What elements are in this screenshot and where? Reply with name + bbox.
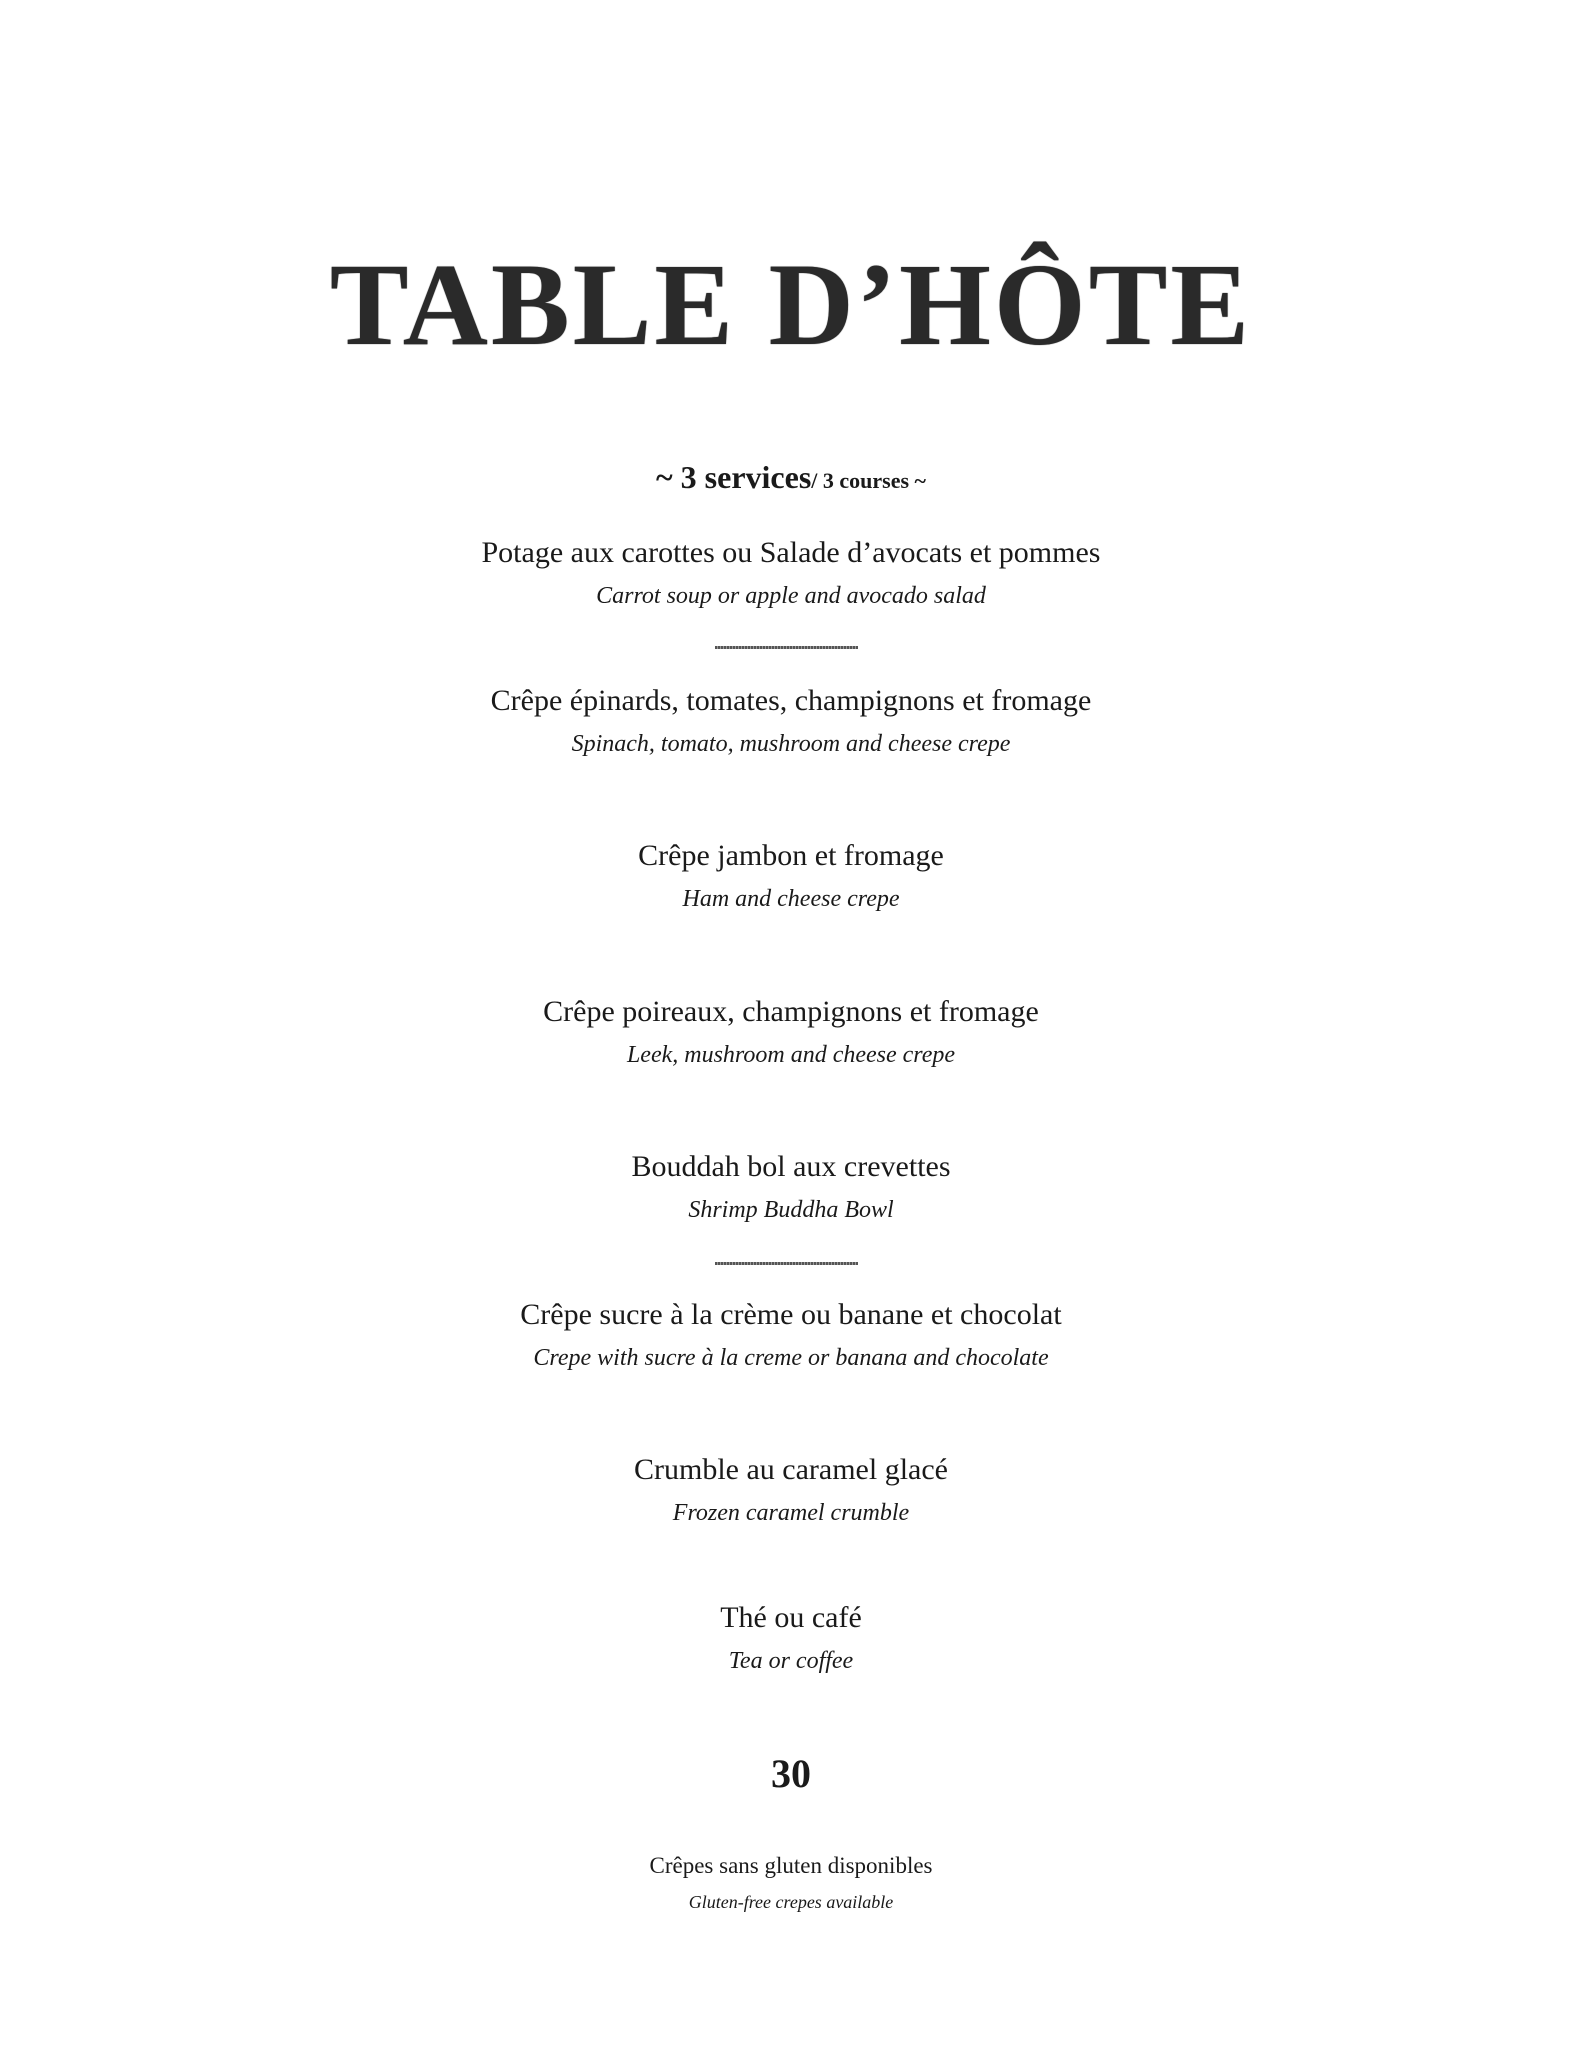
menu-item-en: Tea or coffee <box>728 1648 854 1674</box>
menu-item-en: Carrot soup or apple and avocado salad <box>596 583 986 609</box>
menu-subtitle <box>0 458 1582 496</box>
menu-item-fr: Bouddah bol aux crevettes <box>631 1150 951 1183</box>
menu-item-en: Spinach, tomato, mushroom and cheese crepe <box>571 731 1011 757</box>
page-title: TABLE D’HÔTE <box>329 239 1253 370</box>
subtitle-main: ~ 3 services <box>656 459 812 495</box>
menu-item-en: Crepe with sucre à la creme or banana and chocolate <box>533 1345 1049 1371</box>
subtitle-end: ~ <box>909 468 926 493</box>
menu-price: 30 <box>771 1751 811 1796</box>
menu-item-en: Leek, mushroom and cheese crepe <box>626 1042 956 1068</box>
section-divider <box>715 1262 858 1265</box>
menu-item-en: Shrimp Buddha Bowl <box>688 1197 894 1223</box>
menu-item-fr: Thé ou café <box>720 1601 862 1634</box>
section-divider <box>715 646 858 649</box>
menu-item-fr: Crêpe jambon et fromage <box>638 839 944 872</box>
gluten-free-note-en: Gluten-free crepes available <box>688 1892 894 1912</box>
gluten-free-note-fr: Crêpes sans gluten disponibles <box>649 1853 933 1878</box>
subtitle-small: / 3 courses <box>811 468 910 493</box>
menu-item-en: Frozen caramel crumble <box>672 1500 910 1526</box>
menu-item-en: Ham and cheese crepe <box>682 886 900 912</box>
menu-item-fr: Potage aux carottes ou Salade d’avocats et pommes <box>481 536 1101 569</box>
menu-item-fr: Crêpe épinards, tomates, champignons et fromage <box>490 684 1092 717</box>
menu-item-fr: Crêpe sucre à la crème ou banane et chocolat <box>520 1298 1062 1331</box>
menu-item-fr: Crêpe poireaux, champignons et fromage <box>543 995 1039 1028</box>
menu-item-fr: Crumble au caramel glacé <box>633 1453 948 1486</box>
